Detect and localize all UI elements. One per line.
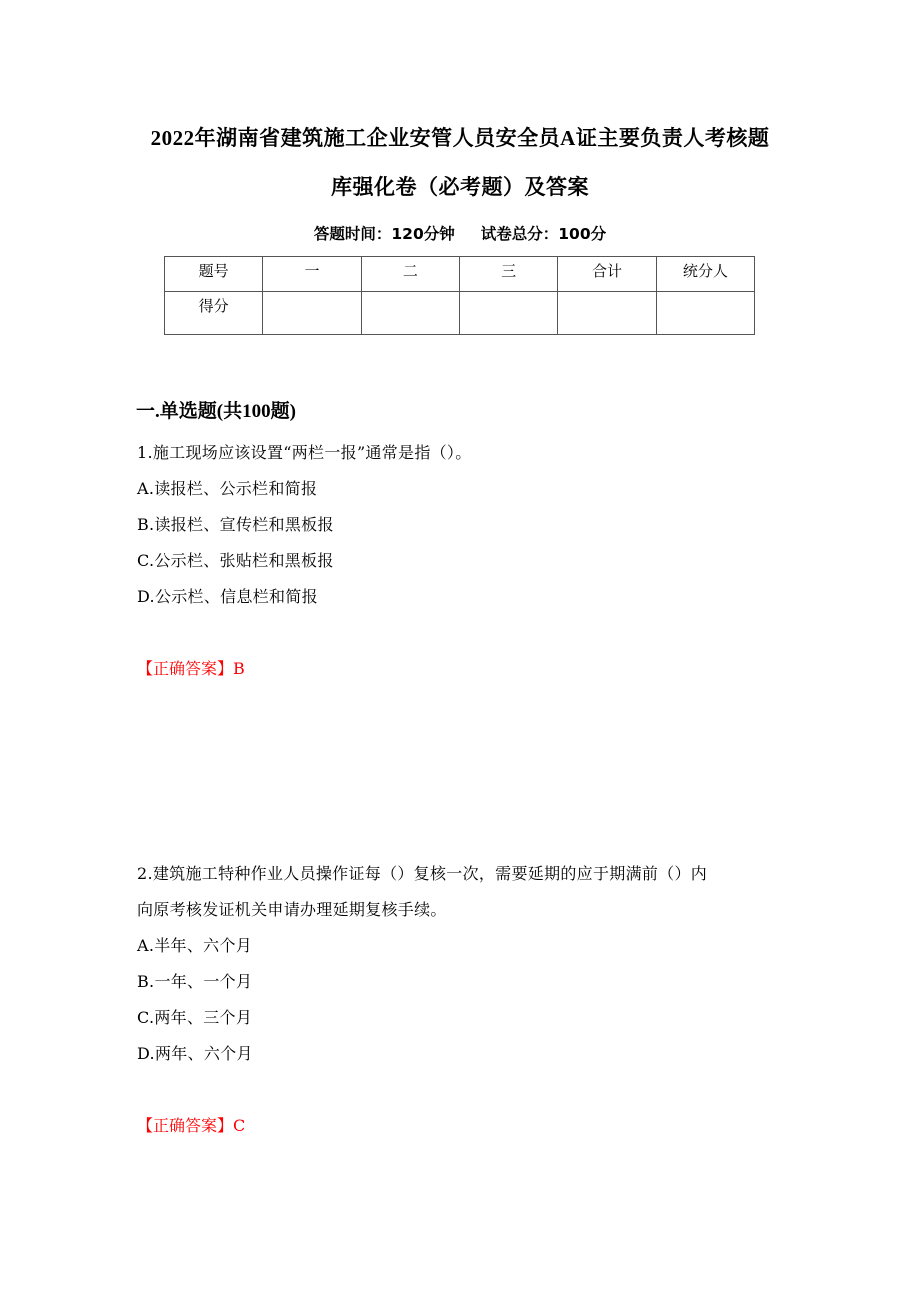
question-stem-line-2: 向原考核发证机关申请办理延期复核手续。 [137,900,447,919]
document-title-line-1: 2022年湖南省建筑施工企业安管人员安全员A证主要负责人考核题 [150,126,770,150]
score-table-header-row [165,257,755,292]
question-stem: 1.施工现场应该设置“两栏一报”通常是指（）。 [137,443,472,462]
option-a: A.读报栏、公示栏和简报 [137,479,318,498]
exam-time: 答题时间：120分钟 [313,225,455,243]
question-stem-line-1: 2.建筑施工特种作业人员操作证每（）复核一次，需要延期的应于期满前（）内 [137,864,708,883]
option-b: B.读报栏、宣传栏和黑板报 [137,515,334,534]
score-cell-part-1 [263,292,361,335]
header-cell-total: 合计 [558,257,656,292]
score-table-score-row [165,292,755,335]
score-cell-total [558,292,656,335]
option-b: B.一年、一个月 [137,972,253,991]
score-cell-part-3 [459,292,557,335]
score-cell-part-2 [361,292,459,335]
header-cell-part-3: 三 [459,257,557,292]
header-cell-part-2: 二 [361,257,459,292]
correct-answer: 【正确答案】B [137,659,245,678]
section-title: 一.单选题(共100题) [136,401,296,422]
score-cell-grader [656,292,754,335]
option-a: A.半年、六个月 [137,936,253,955]
exam-total-score: 试卷总分：100分 [480,225,607,243]
correct-answer: 【正确答案】C [137,1116,246,1135]
option-d: D.公示栏、信息栏和简报 [137,587,318,606]
exam-meta [0,222,920,244]
header-cell-question-no: 题号 [165,257,263,292]
score-table [164,256,755,335]
score-row-label: 得分 [165,292,263,335]
document-title-line-2: 库强化卷（必考题）及答案 [331,175,589,199]
header-cell-part-1: 一 [263,257,361,292]
option-d: D.两年、六个月 [137,1044,253,1063]
option-c: C.公示栏、张贴栏和黑板报 [137,551,334,570]
option-c: C.两年、三个月 [137,1008,253,1027]
header-cell-grader: 统分人 [656,257,754,292]
